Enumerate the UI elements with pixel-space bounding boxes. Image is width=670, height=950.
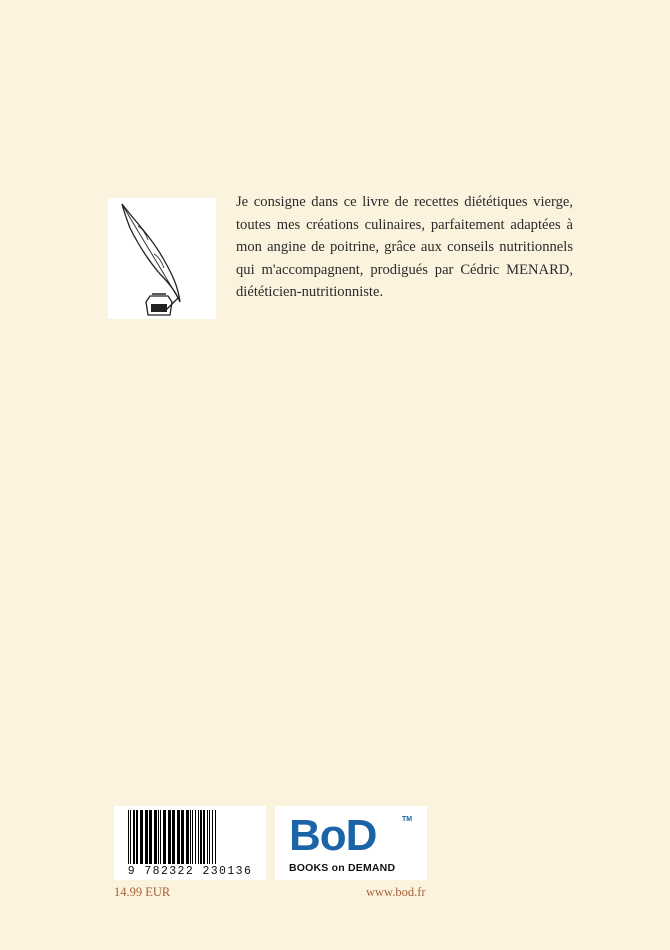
barcode-bar (190, 810, 191, 864)
trademark-mark: TM (402, 816, 413, 823)
barcode-bar (212, 810, 213, 864)
barcode-bar (200, 810, 202, 864)
barcode-bar (145, 810, 148, 864)
publisher-tagline: BOOKS on DEMAND (289, 862, 396, 874)
barcode-bar (128, 810, 129, 864)
barcode-bar (209, 810, 210, 864)
barcode-bar (133, 810, 135, 864)
barcode-bar (160, 810, 161, 864)
barcode-bar (158, 810, 159, 864)
barcode-bar (172, 810, 175, 864)
quill-and-inkwell-icon (108, 198, 216, 319)
barcode-bar (181, 810, 184, 864)
publisher-website: www.bod.fr (366, 885, 426, 899)
blurb-text: Je consigne dans ce livre de recettes diététiques vierge, toutes mes créations culinaires, parfaitement adaptées à mon angine de poitrine, grâce aux conseils nutritionnels qui m'accompagnent, prodigués par Cédric MENARD, diététicien-nutritionniste. (236, 194, 573, 300)
barcode-bar (130, 810, 131, 864)
price-label: 14.99 EUR (114, 885, 171, 899)
isbn-barcode (114, 806, 266, 880)
bod-logo-text: BoD (289, 811, 377, 860)
barcode-bar (177, 810, 180, 864)
quill-illustration (108, 198, 216, 319)
barcode-bar (149, 810, 152, 864)
barcode-bar (163, 810, 166, 864)
publisher-logo (275, 806, 427, 880)
isbn-digits: 9 782322 230136 (127, 865, 253, 878)
barcode-bar (154, 810, 157, 864)
barcode-bars (114, 806, 266, 866)
barcode-bar (140, 810, 143, 864)
barcode-bar (203, 810, 205, 864)
barcode-bar (195, 810, 196, 864)
barcode-bar (186, 810, 189, 864)
barcode-bar (168, 810, 171, 864)
barcode-bar (207, 810, 208, 864)
barcode-bar (198, 810, 199, 864)
barcode-bar (136, 810, 138, 864)
back-cover-blurb (236, 191, 573, 304)
barcode-bar (192, 810, 193, 864)
barcode-bar (215, 810, 216, 864)
